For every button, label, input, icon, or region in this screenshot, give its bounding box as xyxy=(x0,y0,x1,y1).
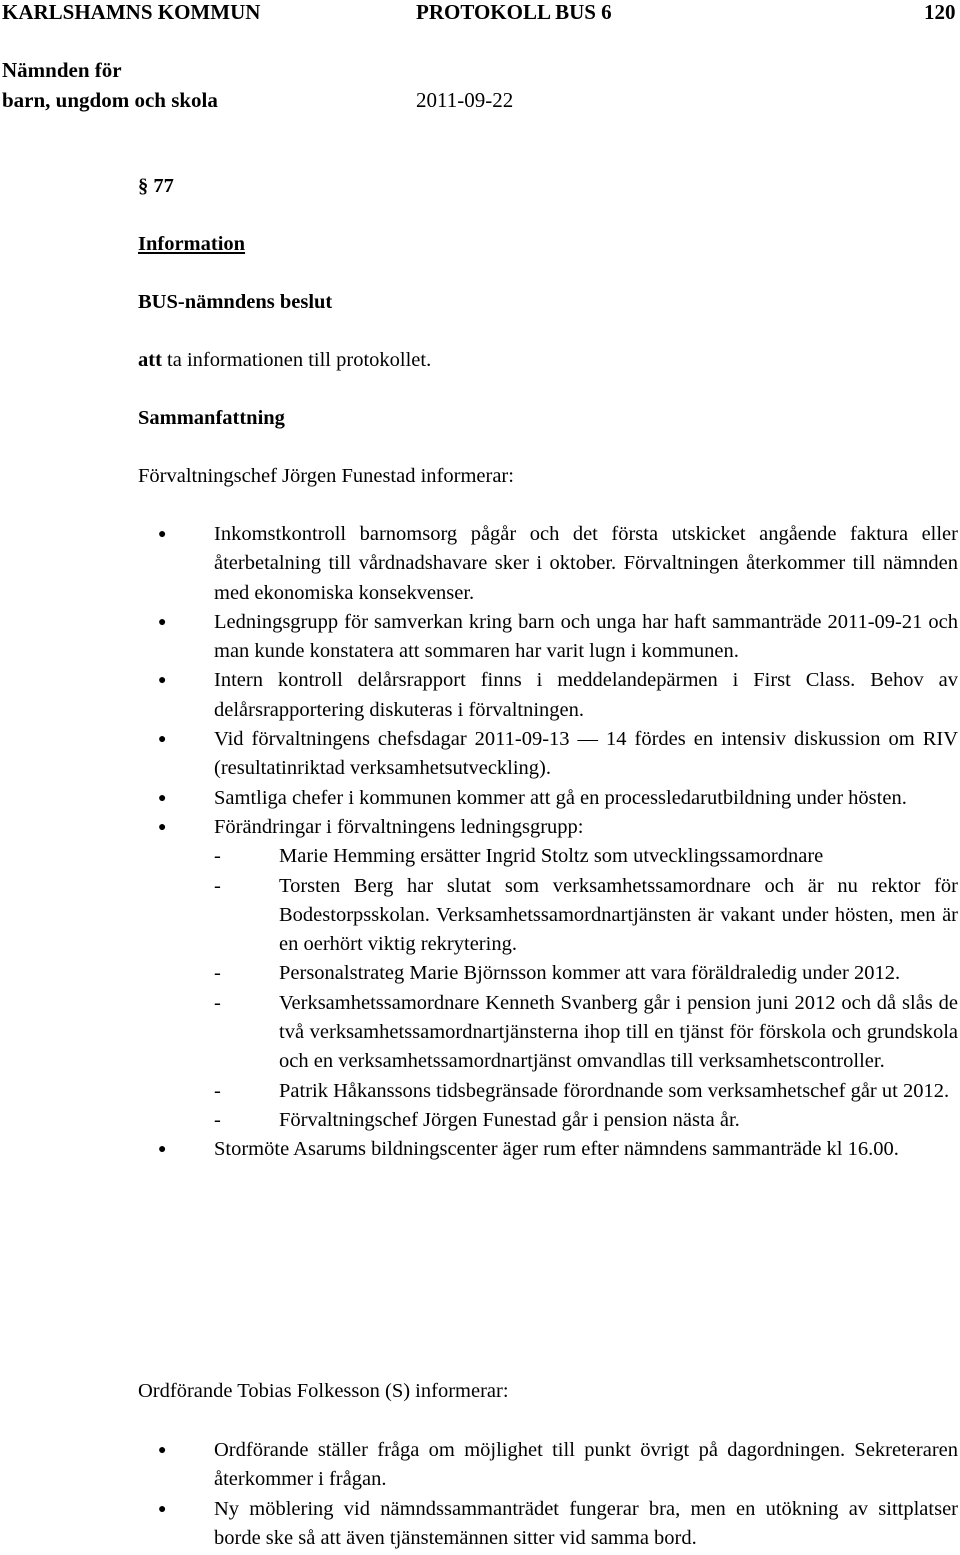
bullet-icon: ● xyxy=(158,527,167,542)
change-item-text: Patrik Håkanssons tidsbegränsade förordnande som verksamhetschef går ut 2012. xyxy=(279,1079,950,1102)
dash-marker: - xyxy=(214,991,221,1014)
list-item xyxy=(138,520,958,608)
bullet-icon: ● xyxy=(158,673,167,689)
list-item-text: Ledningsgrupp för samverkan kring barn och unga har haft sammanträde 2011-09-21 och man kunde konstatera att sommaren har varit lugn i kommunen. xyxy=(214,610,958,663)
change-item xyxy=(214,842,958,871)
list-item xyxy=(138,608,958,667)
decision-att: att xyxy=(138,349,162,371)
header-committee-line1: Nämnden för xyxy=(2,58,122,82)
dash-marker: - xyxy=(214,1079,221,1102)
list-item xyxy=(138,1135,958,1164)
change-item-text: Verksamhetssamordnare Kenneth Svanberg går i pension juni 2012 och då slås de två verksamhetssamordnartjänsterna ihop till en tjänst för förskola och grundskola och en verksamhetssamordnartjänst omvandlas till verksamhetscontroller. xyxy=(279,991,958,1073)
summary-heading: Sammanfattning xyxy=(138,407,285,429)
list-item xyxy=(138,725,958,784)
header-doc-title: PROTOKOLL BUS 6 xyxy=(416,0,612,24)
list-item-text: Intern kontroll delårsrapport finns i meddelandepärmen i First Class. Behov av delårsrapportering diskuteras i förvaltningen. xyxy=(214,669,958,721)
intro-chair: Ordförande Tobias Folkesson (S) informerar: xyxy=(138,1380,509,1402)
dash-marker: - xyxy=(214,1108,221,1131)
bullet-icon: ● xyxy=(158,790,167,806)
change-item xyxy=(214,989,958,1077)
list-item xyxy=(138,813,958,1135)
change-item-text: Marie Hemming ersätter Ingrid Stoltz som utvecklingssamordnare xyxy=(279,845,824,868)
list-item xyxy=(138,666,958,725)
list-item-text: Samtliga chefer i kommunen kommer att gå en processledarutbildning under hösten. xyxy=(214,786,907,809)
bullet-icon: ● xyxy=(158,819,167,835)
bullet-icon: ● xyxy=(158,1443,167,1458)
header-org: KARLSHAMNS KOMMUN xyxy=(2,0,261,24)
list-item-text: Ny möblering vid nämndssammanträdet fungerar bra, men en utökning av sittplatser borde ske så att även tjänstemännen sitter vid samma bord. xyxy=(214,1497,958,1549)
list-item xyxy=(138,1495,958,1554)
list-item xyxy=(138,784,958,813)
bullet-icon: ● xyxy=(158,732,167,748)
decision-text: ta informationen till protokollet. xyxy=(161,349,432,371)
section-number: § 77 xyxy=(138,175,174,197)
change-item-text: Torsten Berg har slutat som verksamhetssamordnare och är nu rektor för Bodestorpsskolan. Verksamhetssamordnartjänsten är vakant under hösten, men är en oerhört viktig rekrytering. xyxy=(279,874,958,956)
bullet-icon: ● xyxy=(158,1142,167,1158)
intro-ceo: Förvaltningschef Jörgen Funestad informerar: xyxy=(138,465,514,487)
change-item-text: Personalstrateg Marie Björnsson kommer att vara föräldraledig under 2012. xyxy=(279,962,901,985)
decision-line xyxy=(138,346,431,375)
list-item xyxy=(138,1436,958,1495)
change-item-text: Förvaltningschef Jörgen Funestad går i pension nästa år. xyxy=(279,1108,740,1131)
list-item-text: Ordförande ställer fråga om möjlighet till punkt övrigt på dagordningen. Sekreteraren återkommer i frågan. xyxy=(214,1439,958,1491)
change-item xyxy=(214,1106,958,1135)
management-changes-list xyxy=(214,842,958,1135)
dash-marker: - xyxy=(214,874,221,897)
dash-marker: - xyxy=(214,962,221,985)
change-item xyxy=(214,959,958,988)
bullet-icon: ● xyxy=(158,1501,167,1517)
list-item-text: Vid förvaltningens chefsdagar 2011-09-13 — 14 fördes en intensiv diskussion om RIV (resultatinriktad verksamhetsutveckling). xyxy=(214,728,958,780)
decision-heading: BUS-nämndens beslut xyxy=(138,291,333,313)
header-committee-line2: barn, ungdom och skola xyxy=(2,88,218,112)
list-item-text: Stormöte Asarums bildningscenter äger rum efter nämndens sammanträde kl 16.00. xyxy=(214,1138,899,1161)
change-item xyxy=(214,1077,958,1106)
section-title: Information xyxy=(138,233,246,255)
header-date: 2011-09-22 xyxy=(416,88,514,112)
header-page-number: 120 xyxy=(924,0,956,24)
dash-marker: - xyxy=(214,845,221,868)
change-item xyxy=(214,872,958,960)
list-item-text: Inkomstkontroll barnomsorg pågår och det första utskicket angående faktura eller återbetalning till vårdnadshavare sker i oktober. Förvaltningen återkommer till nämnden med ekonomiska konsekvenser. xyxy=(214,523,958,604)
list-item-text: Förändringar i förvaltningens ledningsgrupp: xyxy=(214,815,584,838)
bullet-icon: ● xyxy=(158,614,167,630)
info-list-ceo xyxy=(138,520,958,1165)
info-list-chair xyxy=(138,1436,958,1553)
